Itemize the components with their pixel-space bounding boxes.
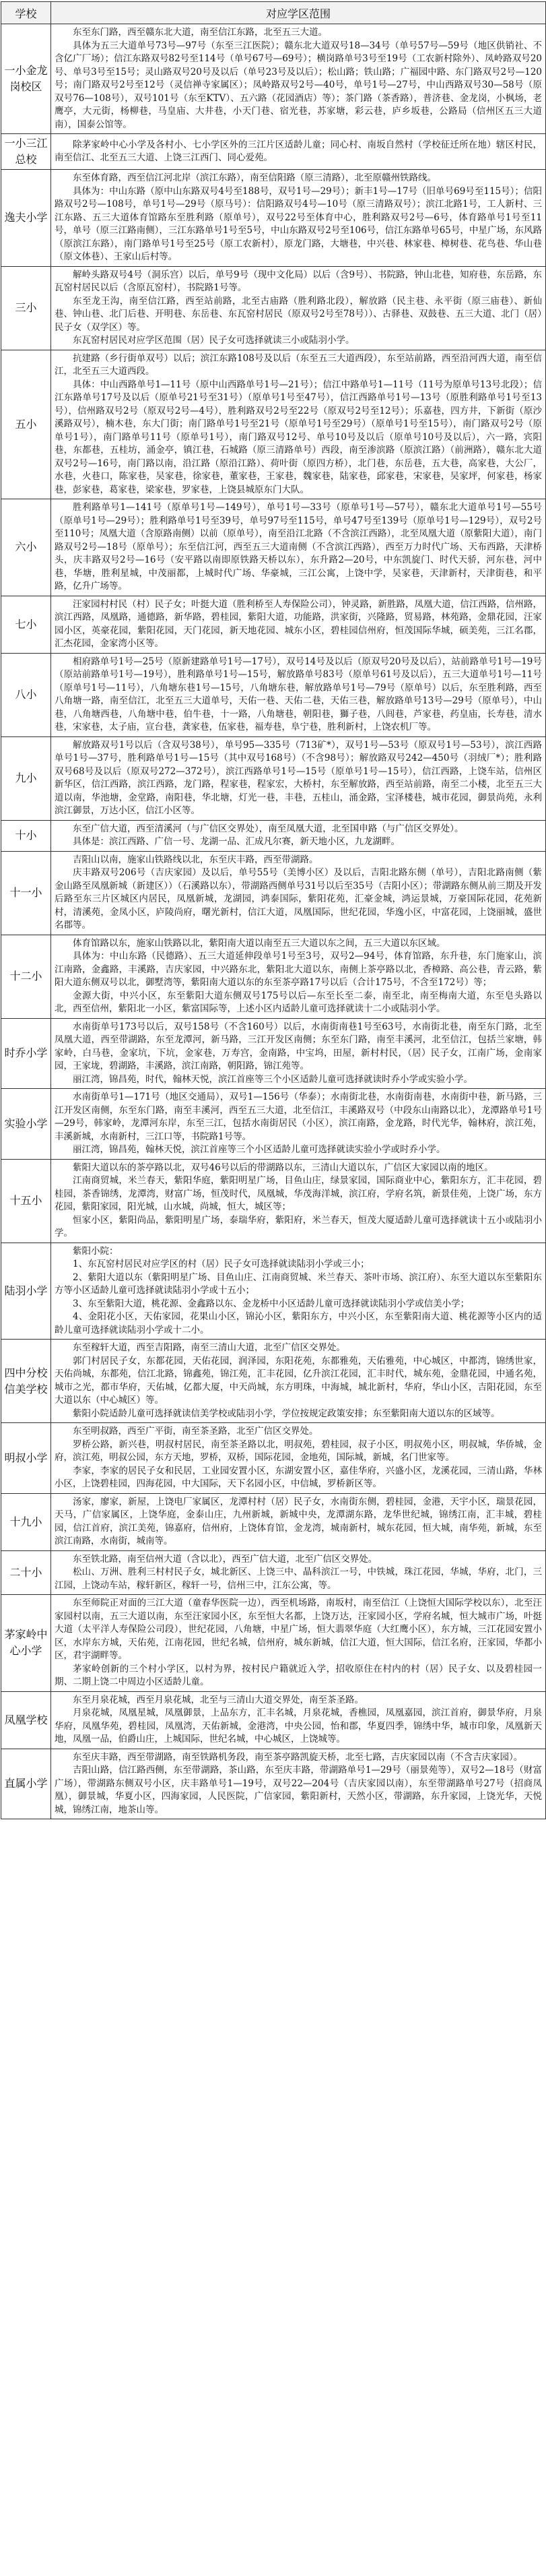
school-name-cell: 四中分校信美学校: [1, 1340, 51, 1423]
district-scope-cell: [51, 24, 546, 134]
scope-paragraph: 抗建路（乡行街单双号）以后；滨江东路108号及以后（东至五三大道西段），东至站前路，西至沿河西大道，南至信江，北至五三大道西段。: [55, 352, 542, 377]
school-name-cell: 三小: [1, 266, 51, 350]
school-name-cell: 十九小: [1, 1493, 51, 1550]
school-name-cell: 明叔小学: [1, 1423, 51, 1494]
scope-paragraph: 金源大街，中兴小区，东至紫阳大道东侧双号175号以后—东至长至二泰，南至北，南至梅南大道，东至皂头路以北，西至信州，紫阳北一小区，紫富国际等，上述小区内适龄儿童可选择就读十二小或陆羽小学。: [55, 990, 542, 1014]
scope-paragraph: 松山、万洲、胜利三村村民子女，城北新区、上饶三中、晶科滨江一号，中铁城，珠江花园，华城，华府，北门，三江园，上饶动车站，稼轩新区，稼轩一号，信州三中，江东公寓，等。: [55, 1567, 542, 1591]
table-row: [1, 1089, 546, 1160]
school-name-cell: 八小: [1, 653, 51, 736]
district-scope-cell: [51, 1595, 546, 1692]
school-name-cell: 五小: [1, 350, 51, 499]
scope-paragraph: 东至庆丰路，西至带湖路，南至铁路机务段，南至茶亭路凯旋天桥，北至七路，吉庆家园以南（不含吉庆家园）。: [73, 1751, 523, 1763]
district-scope-cell: [51, 499, 546, 596]
scope-paragraph: 郭门村居民子女，东都花园，天佑花园，润泽园，东阳花苑，东都雅苑，天佑雅苑，中心城区，中都湾，锦绣世家，天佑尚城，东都苑，信江北路，锦鑫苑，锦江苑，汇丰花园，亿升滨江花园，汇丰时代，城东苑，金鼎花园，中通名苑，城市之光，都市华府，天佑城，亿都大厦，中天尚城，东方明珠，中海城，城北新村，华府，华山小区，吉阳花园，东至大道以东（中心城区）等。: [55, 1355, 542, 1406]
scope-paragraph: 紫阳小院：: [73, 1245, 118, 1257]
scope-paragraph: 相府路单号1号—25号（原新建路单号1号—17号），双号14号及以后（原双号20号及以后），站前路单号1号—19号（原站前路单号1号—19号），胜利路单号1号—15号，解放路单号83号（原单号61号及以后），五三大道单号1号—11号（原单号1号—11号），八角塘东巷1号—15号，八角塘东巷，解放路单号1号—79号（原单号）以后，东至胜利路，西至八角塘一路，南至信江，北至五三大道单号，天佑一巷、天佑二巷，天佑三巷，解放路单号13号—29号（原单号），中山巷，八角塘西巷，八角塘中巷，伯牛巷，十一路，八角塘巷，朝阳巷，獅子巷，八闾巷，芦家巷，药皇庙，长寿巷，清水巷，宋家巷，太子庙，宣台巷，龚家巷，伍家巷，福寿巷，阜宁巷，胜利新村，上饶农机厂等。: [55, 656, 542, 732]
school-district-table: [1, 1, 546, 1819]
table-row: [1, 499, 546, 596]
district-scope-cell: [51, 851, 546, 935]
scope-paragraph: 具体为五三大道单号73号—97号（东至三江医院）；赣东北大道双号18—34号（单号57号—59号（地区供销社、不含亿广厂场）；信江东路双号82号至114号（单号67号—69号）；横岗路单号3号至19号（工农新村除外）、凤岭路双号20号、单号3号至15号；灵山路双号20号及以后（单号23号及以后）；松山路；铁山路；广福园中路、东门路双号2号—120号；南门路双号2号至12号（灵信禅寺家属区）；凤岭路双号2号—40号，单号1号—27号，中山西路双号30—58号（原双号76—108号），双号101号（东至KTV）、五六路（花园酒店）等）；茶门路（茶香路），普济巷、金龙岗，小枫场，老鹰亭，大元街，杨柳巷，马皇庙、大井巷，小天门巷、宿光巷，苏家塘，彩云巷，庐乡坂巷，公路局（信州区五三大道南），国泰公馆等。: [55, 40, 542, 130]
table-row: [1, 1340, 546, 1423]
scope-paragraph: 4、金阳花小区，天佑家园，花果山小区，锦沁小区，紫阳东方，中兴小区，东至紫阳南大道、桃花源等小区内的适龄儿童可选择就读陆羽小学或十二小。: [55, 1311, 542, 1336]
district-scope-cell: [51, 134, 546, 170]
scope-paragraph: 水南街单号173号以后，双号158号（不含160号）以后，水南街南巷1号至63号，水南街北巷，南至东门路，北至凤凰大道，西至带湖路，东至龙潭河，新马路，三江开发区南侧；东至东门路，南至丰溪河，北至信江，包括兰家塘，韩家岭，白马巷，金家坑，下坑，金家巷，万寿宫，金南路，中宝坞，田屋，新村村民，（居）民子女，江南广场，金南家园，王家垅，碧湖路，丰溪路，滨江南路，朝阳路，锦江苑等。: [55, 1021, 542, 1071]
district-scope-cell: [51, 1423, 546, 1494]
district-scope-cell: [51, 820, 546, 851]
school-name-cell: 直属小学: [1, 1749, 51, 1819]
table-row: [1, 1423, 546, 1494]
scope-paragraph: 李家，李家的居民子女和民居，工业园安置小区，东湖安置小区，嘉佳华府，兴盛小区，龙溪花园，三清山路，华林小区，上饶碧桂园，四海花园，中大国际，天下名园小区，中信城，罗桥新区等。: [55, 1465, 542, 1489]
scope-paragraph: 具体：中山西路单号1—11号（原中山西路单号1号—21号）；信江中路单号1—11号（11号为原单号13号北段）；信江东路单号17号及以后（原单号21号至31号）（原单号1号至47号），信江西路单号1号—13号（原胜利路单号1号至13号），信州路双号2号（原双号2号—4号），胜利路双号2号至22号（原双号2号至12号）；乐嘉巷，四方井，下新街（原沙溪路双号），楠木巷，东大门街；南门路单号1号至21号（原单号1号至29号）（原单号1号至15号），南门路双号2号（原单号1号），南门路单号11号（原单号1号），南门路双号12号、单号10号及以后（原单号10号及以后），六一路，宾阳巷，东都巷，五桂坊，涌金亭，镇江巷，石城路（原三清路单号）西段，南至渗滨路（原滨江路）（前洲路），赣东北大道双号2号—16号，南门路以南，沿江路（原沿江路）、荷叶街（原四方桥），北门巷，东岳巷，五大巷，高家巷，大公厂，水巷，火巷口，陈家巷，吴家巷，徐家巷，董家巷，王家巷，魏家巷，陆家巷，邱家巷，宋家巷，吴家坪，何家巷，杨家巷，彭家巷，葛家巷，梁家巷，罗家巷，上饶县城原东门大队。: [55, 379, 542, 495]
table-row: [1, 350, 546, 499]
scope-paragraph: 月泉花城，凤凰星城，凤凰御景，上品东方，汇丰名城，月泉花城，香樵园，凤凰嘉园，滨江首府，御景华府，月泉华府，凤凰华苑，碧桂园，凤凰湾，天佑新城，金港湾，中央公园，怡和郡，华夏四季，锦绣中华，城市印象，凤凰新天地，凤凰一品，伯爵山庄，上城国际，世纪名城，中心城区，上饶城等。: [55, 1707, 542, 1745]
table-row: [1, 170, 546, 267]
table-row: [1, 935, 546, 1018]
scope-paragraph: 恒家小区，紫阳尚品，紫阳明星广场，泰瑞华府，紫阳府，米兰春天，恒茂大厦适龄儿童可选择就读十五小或陆羽小学。: [55, 1214, 542, 1238]
scope-paragraph: 东至龙王沟，南至信江路，西至站前路，北至古庙路（胜利路北段），解放路（民主巷、永平街（原三庙巷）、新仙巷、钟山巷、北门后巷、开明巷、东岳巷、东瓦窑村居民（原双号2号至78号））、古驿巷、双鼓巷、五三大道、北门（居）民子女（双学区）等。: [55, 295, 542, 333]
scope-paragraph: 东至师院正对面的三江大道（童春华医院一边），西至机场路，南坂村，南至信江（上饶恒大国际学校以东），北至汪家园村以南，五三大道以南，东至汪家园小区，东至恒大名都，上饶万达，汪家园小区，学府名城，恒大城市广场，叶挺大道（太平洋人寿保险公司段），世纪花园，八角塘，中星广场，恒大翡翠华庭（大红鹰小区），东方城，三江花园安置小区，水岸东方城，天佑苑，江南花园，世纪名城，信州府，城东新城，信江大道，恒大国际，信江名府，汪家园，华都小区，君宇湖畔等。: [55, 1598, 542, 1661]
scope-paragraph: 汪家园村村民（村）民子女；叶挺大道（胜利桥至人寿保险公司），钟灵路，新胜路，凤凰大道，信江西路，信州路，滨江西路，凤凰路，通德路，新华路，碧桂园，紫阳大道，功能路，洪家街，兴隆路，贸易路，林苑路，金鼎花园，汪家园小区，英豪花园，紫阳花园，天门花园，新天地花园、城东小区，碧桂园信州府，恒茂国际华城，硕美苑，三江名郡，汇杰花园，金家湾小区等。: [55, 598, 542, 649]
scope-paragraph: 1、东瓦窑村居民对应学区的村（居）民子女可选择就读陆羽小学或三小；: [73, 1259, 370, 1269]
scope-paragraph: 体育馆路以东，施家山铁路以北，紫阳南大道以南至五三大道以东之间，五三大道以东区域。: [73, 937, 446, 949]
school-name-cell: 十五小: [1, 1159, 51, 1243]
district-scope-cell: [51, 1550, 546, 1595]
district-scope-cell: [51, 1340, 546, 1423]
scope-paragraph: 东至明叔路，西至广平街，南至茶圣路，北至广信区交界处。: [73, 1426, 318, 1437]
school-name-cell: 逸夫小学: [1, 170, 51, 267]
school-name-cell: 十二小: [1, 935, 51, 1018]
district-scope-cell: [51, 935, 546, 1018]
district-scope-cell: [51, 1159, 546, 1243]
scope-paragraph: 东至稼轩大道，西至吉阳路，南至三清山大道，北至广信区交界处。: [73, 1342, 345, 1353]
district-scope-cell: [51, 1691, 546, 1749]
scope-paragraph: 水南街单号1—171号（地区交通局），双号1—156号（华泰）；水南街北巷，水南街南巷，水南街中巷，新马路，三江开发区南侧，东至东门路，南至丰溪河，西至五三大道，北至信江，丰溪路双号（中段东山南路以北），龙潭路单号1号—29号，韩家岭，龙潭河东岸，东至三江，包括水南街居民（小区），滨江南路，金龙路，时代光华，翰林府，滨江苑，丰溪新城，水南新村，三江口等，书院路1号等。: [55, 1092, 542, 1142]
scope-paragraph: 解放路双号1号以后（含双号38号），单号95—335号（713矿*），双号1号—53号（原双号1号—53号），滨江西路单号1号—37号，胜利路单号1号—15号（其中双号168号）（不含98号）；解放路双号242—450号（羽绒厂*）；胜利路双号68号及以后（原双号272—372号），滨江西路单号1号—15号（原单号1号—15号），信江西路，上饶车站，信州区新华区，信江西路，滨江西路，龙门路，程家巷，程家宏，大桥村，东至解放路，西至站前路，南至二小楼，北至五三大道以南，华池塘，金堂路，南阳巷，华北塘，灯光一巷，丰巷，五桂山，涌金路，宝泽楼巷，城市花园，御景尚苑，永利滨江御景，万达小区，信江小区等。: [55, 739, 542, 816]
header-scope: 对应学区范围: [51, 2, 546, 24]
scope-paragraph: 庆丰路双号206号（吉庆家园）及以后，单号55号（美博小区）及以后，吉阳北路东侧（单号），吉阳北路南侧（紫金山路至凤凰新城（新建区））（石溪路以东），带湖路西侧单号31号以后至35号（吉阳小区）；带湖路东侧从前三期及开发后路至东三片区城区内居民，凤凰新城，龙湖园，鸿泰国际，紫阳花苑，汇豪金城，鸿运景城，万豪国际花园，花苑新村，清溪苑，金凤小区，庐陵尚府，曙光新村，信江大道，凤凰国际，世纪花园，华逸小区，中富花园，上饶丽城，盛世名郡等。: [55, 867, 542, 931]
school-name-cell: 一小三江总校: [1, 134, 51, 170]
school-name-cell: 七小: [1, 596, 51, 653]
table-row: [1, 851, 546, 935]
scope-paragraph: 吉阳山以南，施家山铁路线以北，东至庆丰路，西至带湖路。: [73, 854, 318, 865]
district-scope-cell: [51, 1749, 546, 1819]
scope-paragraph: 丽江湾，锦昌苑，翰林天悦，滨江首座等三个小区适龄儿童可选择就读实验小学或时乔小学。: [73, 1144, 446, 1155]
scope-paragraph: 茅家岭创新的三个村小学区，以村为界，按村民户籍就近入学，招收原住在村内的村（居）民子女、以及碧桂园一期、二期上饶二中周边小区适龄儿童。: [55, 1663, 542, 1687]
table-row: [1, 1749, 546, 1819]
district-scope-cell: [51, 653, 546, 736]
table-row: [1, 736, 546, 820]
school-name-cell: 茅家岭中心小学: [1, 1595, 51, 1692]
scope-paragraph: 具体为：中山东路（原中山东路双号4号至188号，双号1号—29号）；新丰1号—17号（旧单号69号至115号）；信阳路双号2号—108号，单号1号—29号（原马号）：信阳路双号4号—10号（原三清路双号）；滨江北路1号，工人新村、三江东路、五三大道体育馆路东至胜利路（原单号），双号22号至体育中心，胜利路双号2号—6号，体育路单号1号至11号，单号（原三江路南侧），三江东路单号1号至5号，中山东路双号2号至106号，信江东路单号65号，中星广场，东风路（原滨江东路），南门路单号1号至25号（原工农新村），原龙门路，大塘巷，中兴巷、林家巷、樟树巷、花鸟巷、华山巷（原文体巷）、王家山后村等。: [55, 185, 542, 262]
scope-paragraph: 具体是：滨江西路、广信一号、龙湖一品、汇成凡尔赛，新天地小区，九龙湖畔。: [73, 836, 400, 847]
table-row: [1, 266, 546, 350]
school-name-cell: 六小: [1, 499, 51, 596]
scope-paragraph: 罗桥公路，新兴巷，明叔村居民，南至茶圣路以北，明叔苑，碧桂园，叔子小区，明叔苑小区，明叔城，华侨城，金府，滨江苑，明叔公园，东方天地，罗桥，双桥，国际花园，金地苑，国际城，新城，名门世家等。: [55, 1439, 542, 1463]
district-scope-cell: [51, 736, 546, 820]
district-scope-cell: [51, 1243, 546, 1340]
table-row: [1, 1243, 546, 1340]
table-row: [1, 1159, 546, 1243]
table-row: [1, 1595, 546, 1692]
district-scope-cell: [51, 1089, 546, 1160]
school-name-cell: 十一小: [1, 851, 51, 935]
school-name-cell: 时乔小学: [1, 1018, 51, 1089]
table-row: [1, 134, 546, 170]
scope-paragraph: 东至体育路，西至信江河北岸（滨江东路），南至信阳路（原三清路），北至原赣州铁路线。: [73, 172, 436, 183]
table-body: [1, 24, 546, 1819]
table-row: [1, 1018, 546, 1089]
scope-paragraph: 东至月泉花城，西至月泉花城，北至与三清山大道交界处，南至茶圣路。: [73, 1694, 364, 1705]
school-name-cell: 二十小: [1, 1550, 51, 1595]
table-row: [1, 820, 546, 851]
scope-paragraph: 东至铁北路，南至信州大道（含以北），西至广信大道，北至广信区交界处。: [73, 1553, 378, 1565]
table-row: [1, 1493, 546, 1550]
scope-paragraph: 2、紫阳大道以东（紫阳明星广场、目鱼山庄、江南商贸城、米兰春天、茶叶市场、滨江府）、东至大道以东至紫阳东方等小区适龄儿童可选择就读陆羽小学或十五小；: [55, 1271, 542, 1296]
district-scope-cell: [51, 596, 546, 653]
district-scope-cell: [51, 170, 546, 267]
scope-paragraph: 紫阳小院适龄儿童可选择就读信美学校或陆羽小学，学位按规定政策安排；东至紫阳南大道以东的区域等。: [73, 1408, 500, 1419]
table-row: [1, 596, 546, 653]
table-row: [1, 1550, 546, 1595]
district-scope-cell: [51, 1493, 546, 1550]
school-name-cell: 陆羽小学: [1, 1243, 51, 1340]
district-scope-cell: [51, 266, 546, 350]
scope-paragraph: 东至广信大道，西至清溪河（与广信区交界处），南至凤凰大道，北至国申路（与广信区交界处）。: [73, 823, 464, 834]
district-scope-cell: [51, 1018, 546, 1089]
scope-paragraph: 3、东至紫阳大道，桃花源、金鑫路以东、金龙桥中小区适龄儿童可选择就读陆羽小学或信美小学；: [73, 1298, 470, 1309]
school-name-cell: 十小: [1, 820, 51, 851]
scope-paragraph: 除茅家岭中心小学及各村小、七小学区外的三江片区适龄儿童；同心村、南坂自然村（学校征迁所在地）辖区村民，南至信江、北至五三大道、上饶三江西门、同心爱苑。: [55, 139, 542, 163]
scope-paragraph: 东瓦窑村居民对应学区范围（居）民子女可选择就读三小或陆羽小学。: [73, 335, 355, 346]
school-name-cell: 九小: [1, 736, 51, 820]
scope-paragraph: 吉阳山路，信江路西侧，东至带湖路，茶山路，东至庆丰路，带湖路单号1—29号（丽景苑等），双号2—18号（财富广场），带湖路东侧双号小区，庆丰路单号1—19号，双号22—204号（吉庆家园以南），东至带湖路单号27号（招商凤凰），御景城，华夏小区，四海家园，人民医院，广信家园，紫阳新村，天然小区，带湖路，东升家园，上饶光华，天悦城，锦绣江南，地茶山等。: [55, 1765, 542, 1815]
scope-paragraph: 汤家，廖家，新屋，上饶电厂家属区，龙潭村村（居）民子女，水南街东侧，碧桂园，金港，天宇小区，瑞景花园，天马，广信家属区，上饶华庭，金泰山庄，九州新城，新城中央，龙潭湖东路，龙华世纪城，锦绣江南，汇丰城，碧桂园，信江首府，滨江美苑，锦嘉府，信州府，上饶体育馆，金龙湾，城南新村，城东花园，恒大城，南华苑，新城，东至滨江南路，水南街，城南等。: [55, 1496, 542, 1546]
table-header-row: [1, 2, 546, 24]
school-name-cell: 凤凰学校: [1, 1691, 51, 1749]
scope-paragraph: 紫阳大道以东的茶亭路以北，双号46号以后的带湖路以东，三清山大道以东，广信区大家园以南的地区。: [73, 1162, 493, 1173]
scope-paragraph: 江南商贸城，米兰春天，紫阳华庭，紫阳明星广场，目鱼山庄，绿景家园，国际商业中心，紫阳东方，汇丰花园，碧桂园，茶香锦绣，龙潭湾，财富广场，恒茂时代，凤凰城，华茂海洋城，滨江府，学府名筑，新景佳苑，上饶广场，东方花园，紫阳家园，阳光城，山水城，尚城，恒大，城区等；: [55, 1175, 542, 1212]
scope-paragraph: 胜利路单号1—141号（原单号1号—149号），单号1号—33号（原单号1号—57号），赣东北大道单号1号—55号（原单号1号—29号）；胜利路单号1号至39号，单号97号至115号，单号47号至139号（原单号1号—129号），双号2号至110号；凤凰大道（含原路南侧）以前（原单号），南至沿江北路（不含滨江西路），北至凤凰大道（原紫阳大道），南门路双号2号—18号（原单号）；东至信江河，西至五三大道南侧（不含滨江西路），西至万力时代广场、天布西路，天津桥头，庆丰路双号2号—16号（安平路以南即原铁路天桥以东），东升路2—20号，中东凯旋门、时代天骄，河东巷，河中巷，华塘，胜利星城，中茂丽都，上城时代广场、华豪城，三江公寓，上饶中学，吴家巷，天津新村，天津街巷，和平路，亿升广场等。: [55, 502, 542, 592]
school-name-cell: 实验小学: [1, 1089, 51, 1160]
scope-paragraph: 解岭头路双号4号（洞乐宫）以后，单号9号（现中文化局）以后（含9号）、书院路，钟山北巷，知府巷，东岳路，东瓦窑村居民以后（含原瓦窑村），书院路1号等。: [55, 269, 542, 293]
table-row: [1, 653, 546, 736]
scope-paragraph: 丽江湾，锦昌苑，时代，翰林天悦，滨江首座等三个小区适龄儿童可选择就读时乔小学或实验小学。: [73, 1073, 473, 1085]
table-row: [1, 1691, 546, 1749]
school-name-cell: 一小金龙岗校区: [1, 24, 51, 134]
district-scope-cell: [51, 350, 546, 499]
header-school: 学校: [1, 2, 51, 24]
scope-paragraph: 东至东门路，西至赣东北大道，南至信江东路，北至五三大道。: [73, 27, 327, 38]
scope-paragraph: 具体为：中山东路（民德路）、五三大道延伸段单号1号至3号，双号2—94号，体育馆路，东升巷，东门施家山，滨江南路，金鑫路，丰溪路，吉庆家园，中兴路东北，紫阳北大道以东，南侧上茶亭路以北，香樟路、高公巷，青云路，紫阳大道东侧双号以北，御墅湾等，紫阳南大道以东的东至茶亭路17号以后（合计175号，不含至172号）等；: [55, 951, 542, 988]
table-row: [1, 24, 546, 134]
